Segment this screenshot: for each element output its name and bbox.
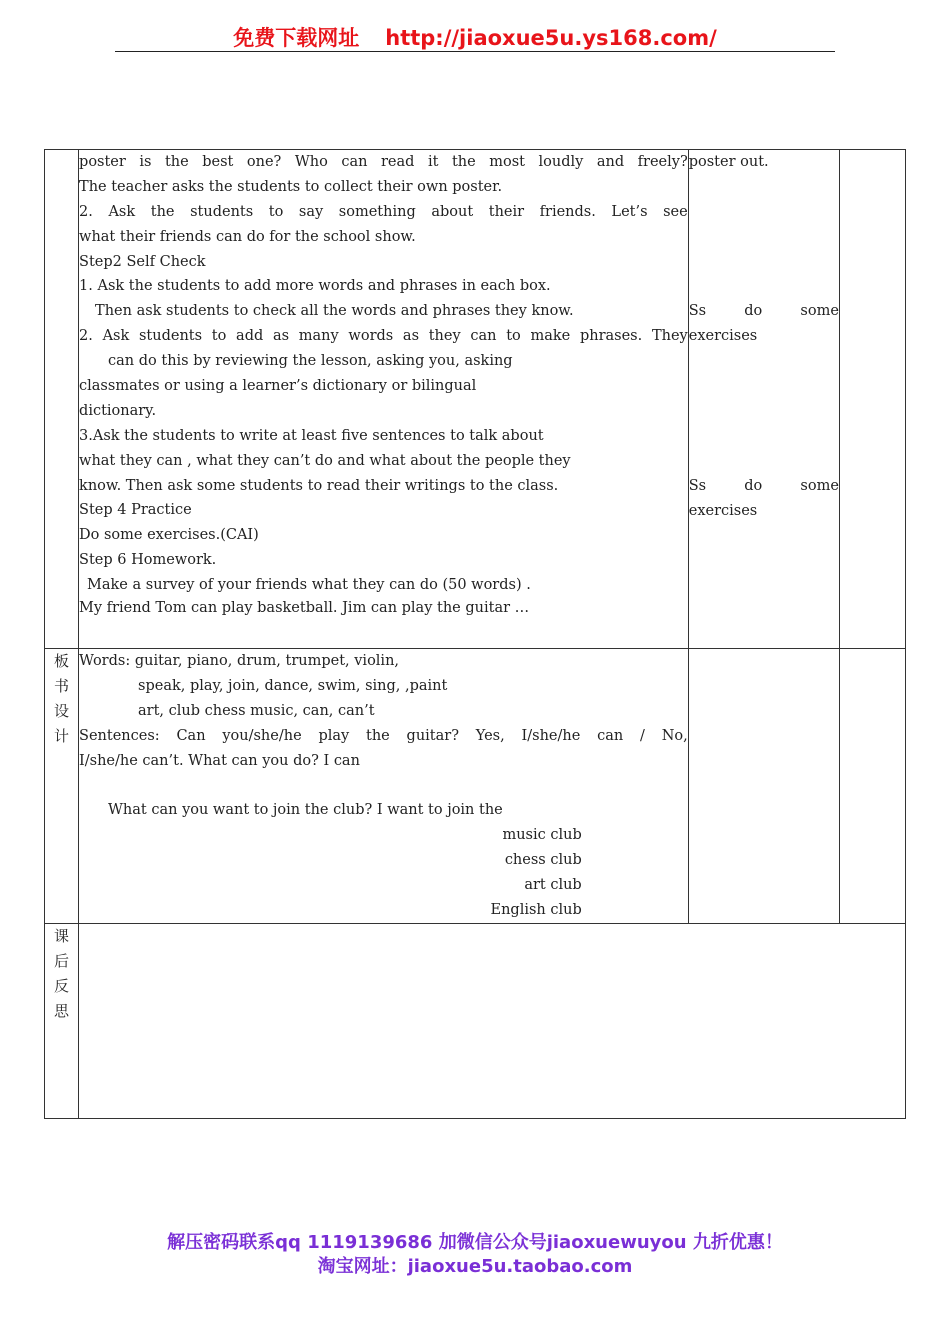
- procedure-line: know. Then ask some students to read their writings to the class.: [79, 477, 559, 494]
- student-activity-note: Ss do some: [688, 303, 839, 320]
- procedure-line: what their friends can do for the school show.: [79, 228, 416, 245]
- download-header: [0, 22, 950, 52]
- board-line: I/she/he can’t. What can you do? I can: [79, 752, 360, 769]
- procedure-label-cell: [45, 150, 79, 649]
- board-design-ss-cell: [688, 649, 839, 924]
- header-divider: [115, 51, 835, 52]
- procedure-line: Do some exercises.(CAI): [79, 527, 259, 544]
- board-design-row: [45, 649, 906, 924]
- board-club-item: English club: [490, 901, 582, 918]
- download-label: 免费下载网址: [233, 26, 360, 50]
- label-char: 计: [54, 726, 70, 745]
- procedure-line: 3.Ask the students to write at least five sentences to talk about: [79, 427, 544, 444]
- procedure-line: My friend Tom can play basketball. Jim can play the guitar …: [79, 600, 530, 617]
- student-activity-note: exercises: [688, 328, 758, 345]
- label-char: 后: [54, 951, 70, 970]
- notes-cell: [839, 150, 905, 649]
- board-club-item: chess club: [504, 852, 582, 869]
- footer-shop-link[interactable]: 淘宝网址：jiaoxue5u.taobao.com: [317, 1256, 633, 1277]
- board-line: Words: guitar, piano, drum, trumpet, violin,: [79, 653, 400, 669]
- procedure-step-heading: Step 4 Practice: [79, 502, 192, 519]
- student-activity-note: Ss do some: [688, 477, 839, 494]
- student-activity-cell: [688, 150, 839, 649]
- board-club-item: art club: [524, 877, 582, 894]
- procedure-line: The teacher asks the students to collect their own poster.: [79, 178, 503, 195]
- board-design-content-cell: [79, 649, 689, 924]
- student-activity-note: exercises: [688, 502, 758, 519]
- label-char: 反: [54, 976, 70, 995]
- procedure-row: [45, 150, 906, 649]
- reflection-content-cell: [79, 923, 906, 1118]
- procedure-step-heading: Step2 Self Check: [79, 253, 206, 270]
- reflection-label: [45, 923, 79, 1118]
- label-char: 板: [54, 652, 70, 670]
- procedure-line: dictionary.: [79, 402, 157, 419]
- board-club-item: music club: [502, 827, 582, 844]
- board-design-notes-cell: [839, 649, 905, 924]
- board-line: What can you want to join the club? I want to join the: [108, 802, 503, 819]
- download-url-link[interactable]: http://jiaoxue5u.ys168.com/: [385, 26, 717, 50]
- procedure-line: what they can , what they can’t do and what about the people they: [79, 452, 571, 469]
- procedure-step-heading: Step 6 Homework.: [79, 552, 217, 569]
- lesson-plan-table: [44, 149, 906, 1119]
- label-char: 思: [54, 1001, 70, 1020]
- procedure-line: 2. Ask students to add as many words as they can to make phrases. They: [79, 328, 688, 345]
- board-line: speak, play, join, dance, swim, sing, ,paint: [138, 677, 448, 694]
- board-design-label: [45, 649, 79, 924]
- procedure-line: 1. Ask the students to add more words and phrases in each box.: [79, 278, 551, 295]
- procedure-line: Make a survey of your friends what they can do (50 words) .: [87, 577, 531, 594]
- student-activity-note: poster out.: [688, 154, 769, 170]
- reflection-row: [45, 923, 906, 1118]
- label-char: 设: [54, 701, 70, 720]
- procedure-line: 2. Ask the students to say something about their friends. Let’s see: [79, 203, 688, 220]
- procedure-line: classmates or using a learner’s dictionary or bilingual: [79, 378, 477, 395]
- board-line: art, club chess music, can, can’t: [138, 702, 375, 719]
- procedure-content-cell: [79, 150, 689, 649]
- board-line: Sentences: Can you/she/he play the guitar? Yes, I/she/he can / No,: [79, 727, 688, 744]
- procedure-line: Then ask students to check all the words and phrases they know.: [95, 303, 574, 320]
- label-char: 书: [54, 676, 70, 695]
- label-char: 课: [54, 926, 70, 945]
- procedure-line: can do this by reviewing the lesson, asking you, asking: [108, 353, 513, 370]
- footer-contact: 解压密码联系qq 1119139686 加微信公众号jiaoxuewuyou 九折优惠！: [167, 1232, 783, 1253]
- procedure-line: poster is the best one? Who can read it the most loudly and freely?: [79, 154, 688, 170]
